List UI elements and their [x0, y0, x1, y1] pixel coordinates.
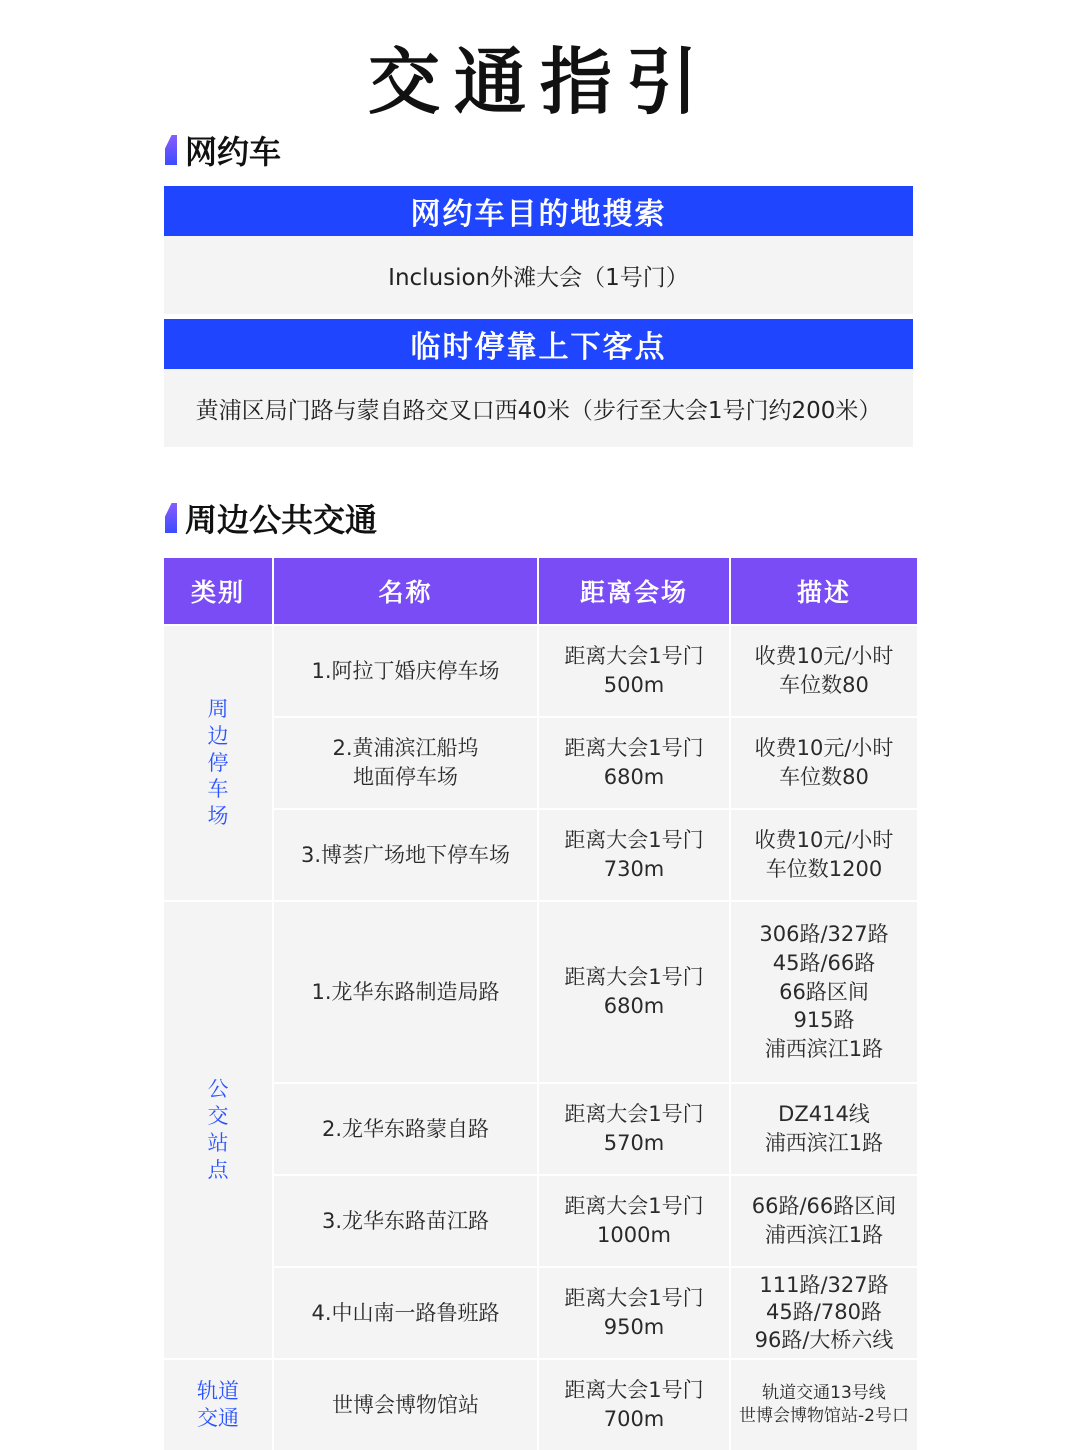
dropoff-point-value: 黄浦区局门路与蒙自路交叉口西40米（步行至大会1号门约200米）	[164, 369, 913, 447]
table-cell-name: 2.龙华东路蒙自路	[274, 1084, 537, 1174]
column-header-description: 描述	[731, 558, 917, 624]
ride-hailing-heading	[165, 130, 281, 170]
table-cell-description: 轨道交通13号线 世博会博物馆站-2号口	[731, 1360, 917, 1450]
table-cell-name: 3.博荟广场地下停车场	[274, 810, 537, 900]
table-cell-name: 1.阿拉丁婚庆停车场	[274, 626, 537, 716]
heading-accent-icon	[165, 503, 177, 533]
category-cell-rail	[164, 1360, 272, 1450]
table-cell-description: 111路/327路 45路/780路 96路/大桥六线	[731, 1268, 917, 1358]
page-title: 交通指引	[367, 40, 712, 124]
table-cell-distance: 距离大会1号门 500m	[539, 626, 729, 716]
category-cell-parking	[164, 626, 272, 900]
column-header-category: 类别	[164, 558, 272, 624]
table-cell-description: 收费10元/小时 车位数1200	[731, 810, 917, 900]
table-cell-name: 4.中山南一路鲁班路	[274, 1268, 537, 1358]
table-cell-distance: 距离大会1号门 680m	[539, 718, 729, 808]
table-cell-distance: 距离大会1号门 570m	[539, 1084, 729, 1174]
public-transit-heading-text: 周边公共交通	[185, 501, 378, 539]
public-transit-heading	[165, 498, 377, 538]
category-cell-bus	[164, 902, 272, 1358]
column-header-distance: 距离会场	[539, 558, 729, 624]
destination-search-value: Inclusion外滩大会（1号门）	[164, 236, 913, 314]
table-cell-name: 世博会博物馆站	[274, 1360, 537, 1450]
table-cell-distance: 距离大会1号门 1000m	[539, 1176, 729, 1266]
table-cell-distance: 距离大会1号门 680m	[539, 902, 729, 1082]
table-cell-description: 收费10元/小时 车位数80	[731, 718, 917, 808]
table-cell-distance: 距离大会1号门 700m	[539, 1360, 729, 1450]
category-label: 周边停车场	[207, 696, 229, 829]
dropoff-point-label: 临时停靠上下客点	[164, 319, 913, 369]
table-cell-name: 2.黄浦滨江船坞 地面停车场	[274, 718, 537, 808]
table-cell-description: 306路/327路 45路/66路 66路区间 915路 浦西滨江1路	[731, 902, 917, 1082]
table-cell-distance: 距离大会1号门 950m	[539, 1268, 729, 1358]
table-cell-name: 3.龙华东路苗江路	[274, 1176, 537, 1266]
destination-search-label: 网约车目的地搜索	[164, 186, 913, 236]
heading-accent-icon	[165, 135, 177, 165]
table-cell-description: 收费10元/小时 车位数80	[731, 626, 917, 716]
table-cell-distance: 距离大会1号门 730m	[539, 810, 729, 900]
table-cell-name: 1.龙华东路制造局路	[274, 902, 537, 1082]
table-cell-description: DZ414线 浦西滨江1路	[731, 1084, 917, 1174]
column-header-name: 名称	[274, 558, 537, 624]
transit-table	[164, 558, 917, 1450]
category-label: 公交站点	[207, 1077, 229, 1182]
category-label: 轨道 交通	[197, 1379, 239, 1430]
table-cell-description: 66路/66路区间 浦西滨江1路	[731, 1176, 917, 1266]
ride-hailing-heading-text: 网约车	[185, 133, 282, 171]
